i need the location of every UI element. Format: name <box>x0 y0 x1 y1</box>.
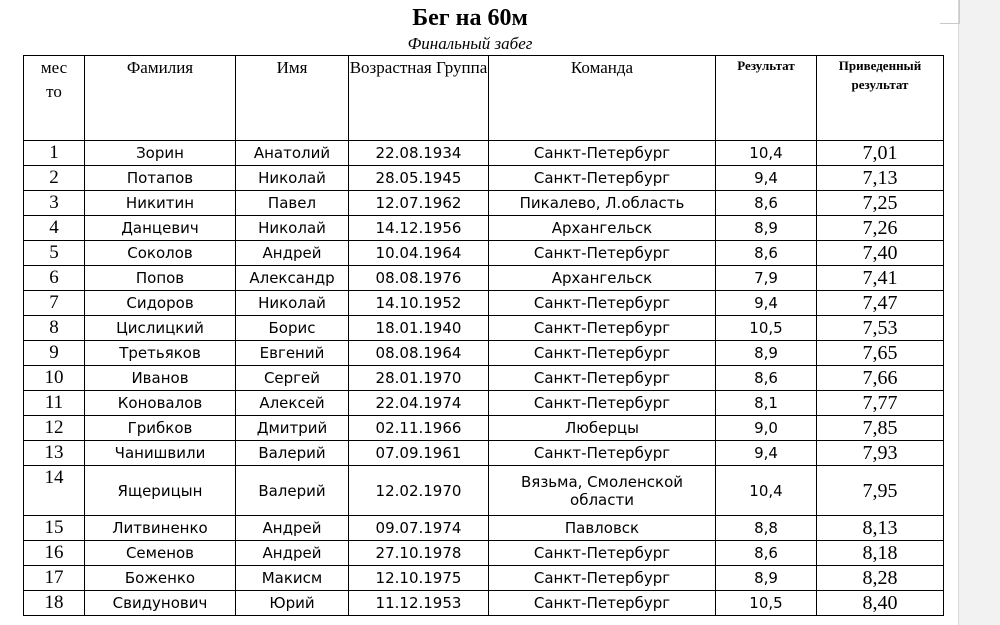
surname-cell: Попов <box>85 266 236 291</box>
table-row <box>24 441 944 466</box>
reduced-result-cell: 8,13 <box>817 516 944 541</box>
result-cell: 9,4 <box>716 291 817 316</box>
table-row <box>24 341 944 366</box>
table-row <box>24 366 944 391</box>
reduced-result-cell: 7,40 <box>817 241 944 266</box>
table-row <box>24 316 944 341</box>
age-group-cell: 12.02.1970 <box>349 466 489 516</box>
reduced-result-cell: 7,95 <box>817 466 944 516</box>
results-table <box>23 55 944 616</box>
place-cell: 5 <box>24 241 85 266</box>
name-cell: Андрей <box>236 516 349 541</box>
reduced-result-cell: 7,26 <box>817 216 944 241</box>
name-cell: Николай <box>236 166 349 191</box>
table-row <box>24 266 944 291</box>
place-cell: 17 <box>24 566 85 591</box>
team-cell: Санкт-Петербург <box>489 441 716 466</box>
table-row <box>24 191 944 216</box>
header-reduced-result: Приведенный результат <box>817 56 944 141</box>
name-cell: Андрей <box>236 241 349 266</box>
surname-cell: Коновалов <box>85 391 236 416</box>
place-cell: 9 <box>24 341 85 366</box>
place-cell: 3 <box>24 191 85 216</box>
reduced-result-cell: 7,47 <box>817 291 944 316</box>
header-row <box>24 56 944 141</box>
age-group-cell: 22.08.1934 <box>349 141 489 166</box>
team-cell: Санкт-Петербург <box>489 591 716 616</box>
table-row <box>24 241 944 266</box>
name-cell: Валерий <box>236 466 349 516</box>
reduced-result-cell: 8,28 <box>817 566 944 591</box>
surname-cell: Потапов <box>85 166 236 191</box>
reduced-result-cell: 7,65 <box>817 341 944 366</box>
age-group-cell: 08.08.1964 <box>349 341 489 366</box>
team-cell: Вязьма, Смоленской области <box>489 466 716 516</box>
table-row <box>24 466 944 516</box>
surname-cell: Иванов <box>85 366 236 391</box>
header-name: Имя <box>236 56 349 141</box>
reduced-result-cell: 7,01 <box>817 141 944 166</box>
place-cell: 8 <box>24 316 85 341</box>
surname-cell: Сидоров <box>85 291 236 316</box>
age-group-cell: 11.12.1953 <box>349 591 489 616</box>
age-group-cell: 12.10.1975 <box>349 566 489 591</box>
name-cell: Павел <box>236 191 349 216</box>
page-edge <box>958 0 959 625</box>
reduced-result-cell: 7,41 <box>817 266 944 291</box>
result-cell: 8,6 <box>716 541 817 566</box>
crop-mark <box>959 0 960 24</box>
reduced-result-cell: 7,93 <box>817 441 944 466</box>
name-cell: Александр <box>236 266 349 291</box>
place-cell: 6 <box>24 266 85 291</box>
header-place: мес то <box>24 56 85 141</box>
name-cell: Алексей <box>236 391 349 416</box>
result-cell: 8,9 <box>716 566 817 591</box>
result-cell: 8,8 <box>716 516 817 541</box>
surname-cell: Ящерицын <box>85 466 236 516</box>
header-surname: Фамилия <box>85 56 236 141</box>
result-cell: 9,4 <box>716 166 817 191</box>
place-cell: 4 <box>24 216 85 241</box>
team-cell: Пикалево, Л.область <box>489 191 716 216</box>
reduced-result-cell: 7,25 <box>817 191 944 216</box>
age-group-cell: 28.05.1945 <box>349 166 489 191</box>
surname-cell: Третьяков <box>85 341 236 366</box>
place-cell: 16 <box>24 541 85 566</box>
result-cell: 9,0 <box>716 416 817 441</box>
table-row <box>24 391 944 416</box>
result-cell: 9,4 <box>716 441 817 466</box>
document-title: Бег на 60м <box>412 5 528 31</box>
table-row <box>24 141 944 166</box>
place-cell: 10 <box>24 366 85 391</box>
table-row <box>24 566 944 591</box>
team-cell: Санкт-Петербург <box>489 341 716 366</box>
name-cell: Валерий <box>236 441 349 466</box>
reduced-result-cell: 7,13 <box>817 166 944 191</box>
result-cell: 8,6 <box>716 366 817 391</box>
age-group-cell: 12.07.1962 <box>349 191 489 216</box>
surname-cell: Литвиненко <box>85 516 236 541</box>
age-group-cell: 14.12.1956 <box>349 216 489 241</box>
surname-cell: Грибков <box>85 416 236 441</box>
team-cell: Санкт-Петербург <box>489 566 716 591</box>
name-cell: Борис <box>236 316 349 341</box>
surname-cell: Никитин <box>85 191 236 216</box>
age-group-cell: 02.11.1966 <box>349 416 489 441</box>
surname-cell: Свидунович <box>85 591 236 616</box>
team-cell: Санкт-Петербург <box>489 141 716 166</box>
result-cell: 10,4 <box>716 141 817 166</box>
table-row <box>24 216 944 241</box>
table-row <box>24 416 944 441</box>
name-cell: Сергей <box>236 366 349 391</box>
result-cell: 10,4 <box>716 466 817 516</box>
reduced-result-cell: 7,85 <box>817 416 944 441</box>
name-cell: Дмитрий <box>236 416 349 441</box>
header-team: Команда <box>489 56 716 141</box>
result-cell: 8,1 <box>716 391 817 416</box>
team-cell: Санкт-Петербург <box>489 541 716 566</box>
surname-cell: Боженко <box>85 566 236 591</box>
result-cell: 8,6 <box>716 241 817 266</box>
team-cell: Архангельск <box>489 266 716 291</box>
table-row <box>24 591 944 616</box>
place-cell: 14 <box>24 466 85 516</box>
result-cell: 8,6 <box>716 191 817 216</box>
reduced-result-cell: 8,18 <box>817 541 944 566</box>
result-cell: 7,9 <box>716 266 817 291</box>
reduced-result-cell: 7,77 <box>817 391 944 416</box>
surname-cell: Зорин <box>85 141 236 166</box>
document-subtitle: Финальный забег <box>407 34 533 53</box>
table-row <box>24 166 944 191</box>
table-row <box>24 516 944 541</box>
surname-cell: Соколов <box>85 241 236 266</box>
age-group-cell: 09.07.1974 <box>349 516 489 541</box>
name-cell: Николай <box>236 291 349 316</box>
name-cell: Анатолий <box>236 141 349 166</box>
place-cell: 1 <box>24 141 85 166</box>
team-cell: Люберцы <box>489 416 716 441</box>
place-cell: 7 <box>24 291 85 316</box>
team-cell: Санкт-Петербург <box>489 391 716 416</box>
header-result: Результат <box>716 56 817 141</box>
result-cell: 10,5 <box>716 591 817 616</box>
reduced-result-cell: 7,53 <box>817 316 944 341</box>
age-group-cell: 08.08.1976 <box>349 266 489 291</box>
age-group-cell: 07.09.1961 <box>349 441 489 466</box>
result-cell: 8,9 <box>716 341 817 366</box>
age-group-cell: 14.10.1952 <box>349 291 489 316</box>
result-cell: 10,5 <box>716 316 817 341</box>
crop-mark <box>940 23 960 24</box>
place-cell: 18 <box>24 591 85 616</box>
name-cell: Николай <box>236 216 349 241</box>
team-cell: Санкт-Петербург <box>489 366 716 391</box>
name-cell: Андрей <box>236 541 349 566</box>
table-row <box>24 291 944 316</box>
surname-cell: Данцевич <box>85 216 236 241</box>
reduced-result-cell: 8,40 <box>817 591 944 616</box>
place-cell: 11 <box>24 391 85 416</box>
team-cell: Павловск <box>489 516 716 541</box>
results-body <box>24 141 944 616</box>
surname-cell: Семенов <box>85 541 236 566</box>
result-cell: 8,9 <box>716 216 817 241</box>
age-group-cell: 10.04.1964 <box>349 241 489 266</box>
table-row <box>24 541 944 566</box>
team-cell: Санкт-Петербург <box>489 291 716 316</box>
age-group-cell: 22.04.1974 <box>349 391 489 416</box>
team-cell: Санкт-Петербург <box>489 241 716 266</box>
place-cell: 15 <box>24 516 85 541</box>
team-cell: Санкт-Петербург <box>489 166 716 191</box>
header-age-group: Возрастная Группа <box>349 56 489 141</box>
age-group-cell: 18.01.1940 <box>349 316 489 341</box>
place-cell: 12 <box>24 416 85 441</box>
surname-cell: Чанишвили <box>85 441 236 466</box>
place-cell: 2 <box>24 166 85 191</box>
age-group-cell: 27.10.1978 <box>349 541 489 566</box>
surname-cell: Цислицкий <box>85 316 236 341</box>
team-cell: Архангельск <box>489 216 716 241</box>
age-group-cell: 28.01.1970 <box>349 366 489 391</box>
name-cell: Евгений <box>236 341 349 366</box>
place-cell: 13 <box>24 441 85 466</box>
team-cell: Санкт-Петербург <box>489 316 716 341</box>
reduced-result-cell: 7,66 <box>817 366 944 391</box>
name-cell: Юрий <box>236 591 349 616</box>
name-cell: Макисм <box>236 566 349 591</box>
